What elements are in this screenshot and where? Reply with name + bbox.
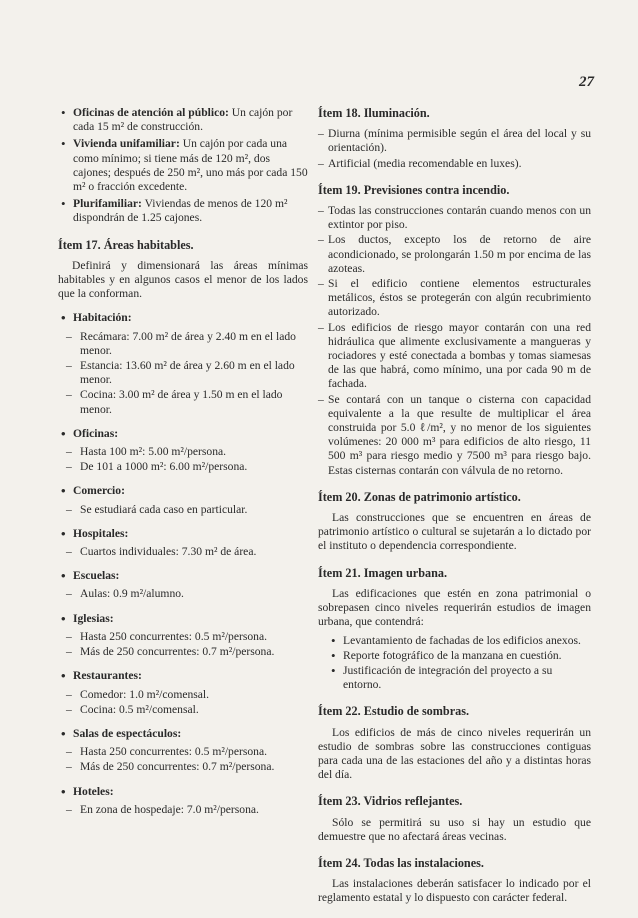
- bullet-label: Oficinas de atención al público:: [73, 106, 229, 119]
- item22-text: Los edificios de más de cinco niveles requerirán un estudio de sombras sobre las construcciones contiguas para cada una de las estaciones del año y a distintas horas del día.: [318, 725, 591, 782]
- list-item: – Hasta 250 concurrentes: 0.5 m²/persona.: [58, 630, 308, 644]
- list-item: – Se contará con un tanque o cisterna con capacidad equivalente a la que resulte de multiplicar el área construida por 5.0 ℓ/m², y no menor de los siguientes volúmenes: 20 000 m³ para edificios de alto riesgo, 11 500 m³ para riesgo medio y 7500 m³ para riesgo bajo. Estas cisternas contarán con válvula de no retorno.: [318, 393, 591, 478]
- category-habitacion: [58, 311, 308, 416]
- list-item: – Todas las construcciones contarán cuando menos con un extintor por piso.: [318, 204, 591, 232]
- list-item: – Hasta 100 m²: 5.00 m²/persona.: [58, 445, 308, 459]
- bullet-text: Un cajón por cada una como mínimo; si tiene más de 120 m², dos cajones; después de 250 m², uno más por cada 150 m² o fracción excedente.: [73, 137, 308, 194]
- bullet-item: • Reporte fotográfico de la manzana en cuestión.: [328, 649, 591, 663]
- category-title: • Escuelas:: [58, 569, 308, 583]
- bullet-label: Vivienda unifamiliar:: [73, 137, 180, 151]
- category-title: • Restaurantes:: [58, 669, 308, 683]
- list-item: – Los ductos, excepto los de retorno de aire acondicionado, se prolongarán 1.50 m por encima de las azoteas.: [318, 233, 591, 276]
- list-item: – En zona de hospedaje: 7.0 m²/persona.: [58, 803, 308, 817]
- item21-section: [318, 566, 591, 693]
- item21-text: Las edificaciones que estén en zona patrimonial o sobrepasen cinco niveles requerirán estudios de imagen urbana, que contendrá:: [318, 586, 591, 629]
- list-item: – Más de 250 concurrentes: 0.7 m²/persona.: [58, 760, 308, 774]
- list-item: – Recámara: 7.00 m² de área y 2.40 m en el lado menor.: [58, 330, 308, 358]
- parking-bullets: [58, 106, 308, 226]
- item17-intro: Definirá y dimensionará las áreas mínimas habitables y en algunos casos el menor de los lados que la conforman.: [58, 258, 308, 301]
- category-title: • Hospitales:: [58, 527, 308, 541]
- list-item: – Cocina: 3.00 m² de área y 1.50 m en el lado menor.: [58, 388, 308, 416]
- list-item: – Cocina: 0.5 m²/comensal.: [58, 703, 308, 717]
- right-column: [318, 106, 591, 918]
- category-restaurantes: [58, 669, 308, 717]
- category-title: • Comercio:: [58, 484, 308, 498]
- bullet-item: • Levantamiento de fachadas de los edificios anexos.: [328, 634, 591, 648]
- item17-heading: Ítem 17. Áreas habitables.: [58, 237, 194, 252]
- list-item: – Si el edificio contiene elementos estructurales metálicos, éstos se protegerán con algún recubrimiento autorizado.: [318, 277, 591, 320]
- list-item: – Aulas: 0.9 m²/alumno.: [58, 587, 308, 601]
- category-iglesias: [58, 612, 308, 660]
- bullet-item: [58, 197, 308, 225]
- item23-text: Sólo se permitirá su uso si hay un estudio que demuestre que no afectará áreas vecinas.: [318, 815, 591, 843]
- item20-text: Las construcciones que se encuentren en áreas de patrimonio artístico o cultural se sujetarán a lo dictado por el instituto o dependencia correspondiente.: [318, 511, 591, 553]
- list-item: – Hasta 250 concurrentes: 0.5 m²/persona.: [58, 745, 308, 759]
- category-hoteles: [58, 785, 308, 817]
- category-hospitales: [58, 527, 308, 559]
- item18-heading: Ítem 18. Iluminación.: [318, 106, 430, 120]
- list-item: – Más de 250 concurrentes: 0.7 m²/persona.: [58, 645, 308, 659]
- list-item: – Diurna (mínima permisible según el área del local y su orientación).: [318, 127, 591, 155]
- category-oficinas: [58, 427, 308, 475]
- page-number: 27: [579, 74, 594, 90]
- category-comercio: [58, 484, 308, 516]
- bullet-text: Viviendas de menos de 120 m² dispondrán de 1.25 cajones.: [73, 197, 288, 225]
- item20-heading: Ítem 20. Zonas de patrimonio artístico.: [318, 489, 521, 504]
- category-title: • Salas de espectáculos:: [58, 727, 308, 741]
- item23-heading: Ítem 23. Vidrios reflejantes.: [318, 794, 463, 809]
- list-item: – Comedor: 1.0 m²/comensal.: [58, 688, 308, 702]
- list-item: – Artificial (media recomendable en luxes).: [318, 157, 591, 171]
- item20-section: [318, 490, 591, 554]
- category-title: • Hoteles:: [58, 785, 308, 799]
- category-title: • Iglesias:: [58, 612, 308, 626]
- category-escuelas: [58, 569, 308, 601]
- item18-section: [318, 106, 591, 171]
- item19-section: [318, 183, 591, 478]
- item22-section: [318, 704, 591, 782]
- list-item: – Cuartos individuales: 7.30 m² de área.: [58, 545, 308, 559]
- item23-section: [318, 794, 591, 844]
- item24-text: Las instalaciones deberán satisfacer lo indicado por el reglamento estatal y lo dispuesto con carácter federal.: [318, 877, 591, 905]
- left-column: [58, 106, 308, 818]
- item24-section: [318, 856, 591, 906]
- list-item: – Los edificios de riesgo mayor contarán con una red hidráulica que alimente exclusivamente a mangueras y rociadores y esté conectada a bombas y tomas siamesas de las que habrá, como mínimo, una por cada 90 m de fachada.: [318, 321, 591, 392]
- list-item: – Se estudiará cada caso en particular.: [58, 503, 308, 517]
- category-title: • Habitación:: [58, 311, 308, 325]
- item21-heading: Ítem 21. Imagen urbana.: [318, 565, 447, 580]
- item24-heading: Ítem 24. Todas las instalaciones.: [318, 855, 484, 870]
- item21-bullets: [328, 634, 591, 693]
- bullet-item: [58, 137, 308, 194]
- list-item: – De 101 a 1000 m²: 6.00 m²/persona.: [58, 460, 308, 474]
- category-salas: [58, 727, 308, 775]
- item22-heading: Ítem 22. Estudio de sombras.: [318, 704, 469, 719]
- bullet-label: Plurifamiliar:: [73, 197, 142, 211]
- item19-heading: Ítem 19. Previsiones contra incendio.: [318, 182, 510, 197]
- bullet-text: Un cajón por cada 15 m² de construcción.: [73, 106, 293, 134]
- bullet-item: [58, 106, 308, 134]
- bullet-item: • Justificación de integración del proyecto a su entorno.: [328, 664, 591, 692]
- list-item: – Estancia: 13.60 m² de área y 2.60 m en el lado menor.: [58, 359, 308, 387]
- category-title: • Oficinas:: [58, 427, 308, 441]
